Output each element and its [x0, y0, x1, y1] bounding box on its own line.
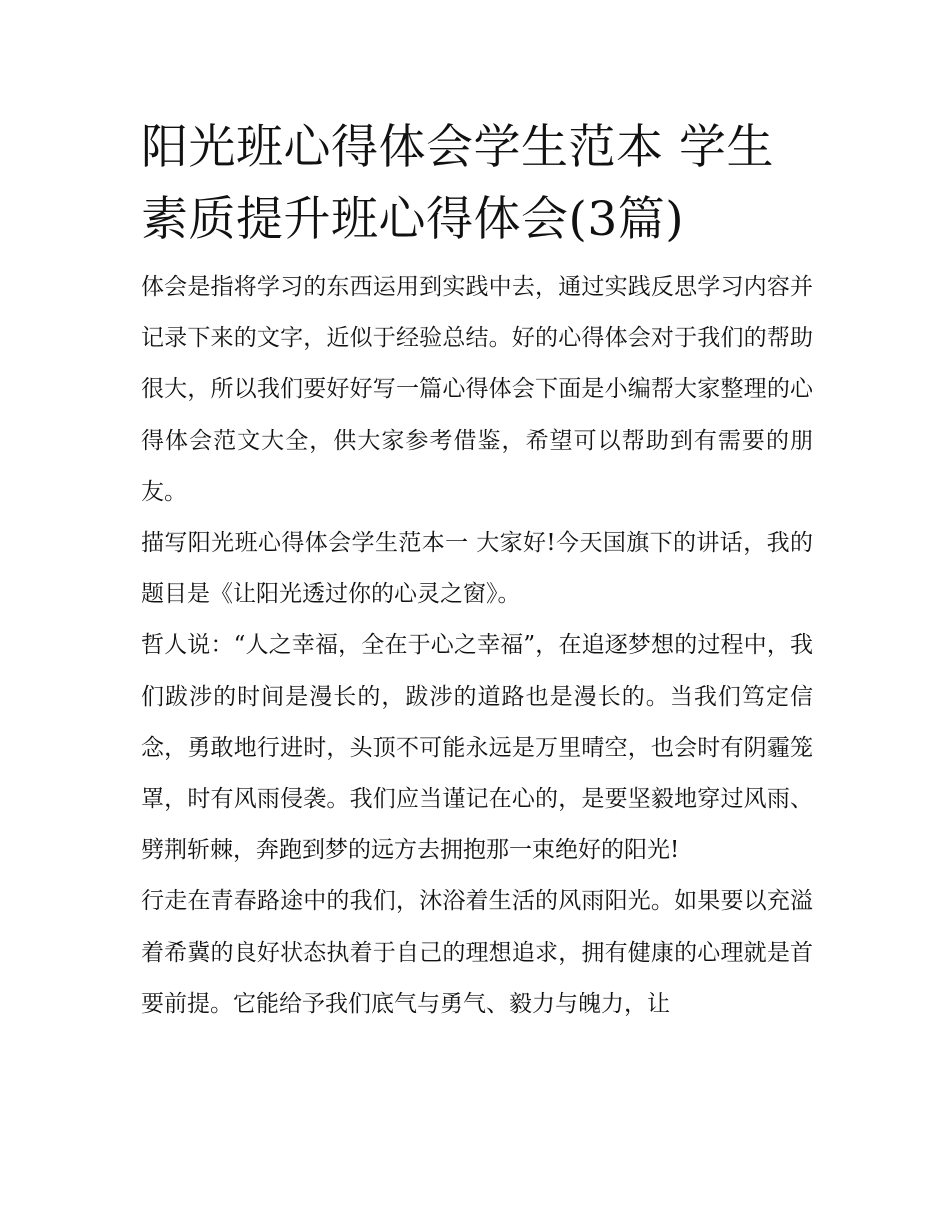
philosopher-quote-paragraph: 哲人说：“人之幸福，全在于心之幸福”，在追逐梦想的过程中，我们跋涉的时间是漫长的，跋涉的道路也是漫长的。当我们笃定信念，勇敢地行进时，头顶不可能永远是万里晴空，也会时有阴霾笼罩，时有风雨侵袭。我们应当谨记在心的，是要坚毅地穿过风雨、劈荆斩棘，奔跑到梦的远方去拥抱那一束绝好的阳光! [141, 632, 813, 864]
document-title: 阳光班心得体会学生范本 学生素质提升班心得体会(3篇) [141, 120, 774, 247]
intro-paragraph: 体会是指将学习的东西运用到实践中去，通过实践反思学习内容并记录下来的文字，近似于经验总结。好的心得体会对于我们的帮助很大，所以我们要好好写一篇心得体会下面是小编帮大家整理的心得体会范文大全，供大家参考借鉴，希望可以帮助到有需要的朋友。 [141, 274, 813, 505]
essay-one-opening-paragraph: 描写阳光班心得体会学生范本一 大家好!今天国旗下的讲话，我的题目是《让阳光透过你的心灵之窗》。 [141, 530, 813, 608]
document-body [141, 112, 813, 1030]
youth-journey-paragraph: 行走在青春路途中的我们，沐浴着生活的风雨阳光。如果要以充溢着希冀的良好状态执着于自己的理想追求，拥有健康的心理就是首要前提。它能给予我们底气与勇气、毅力与魄力，让 [141, 888, 813, 1017]
